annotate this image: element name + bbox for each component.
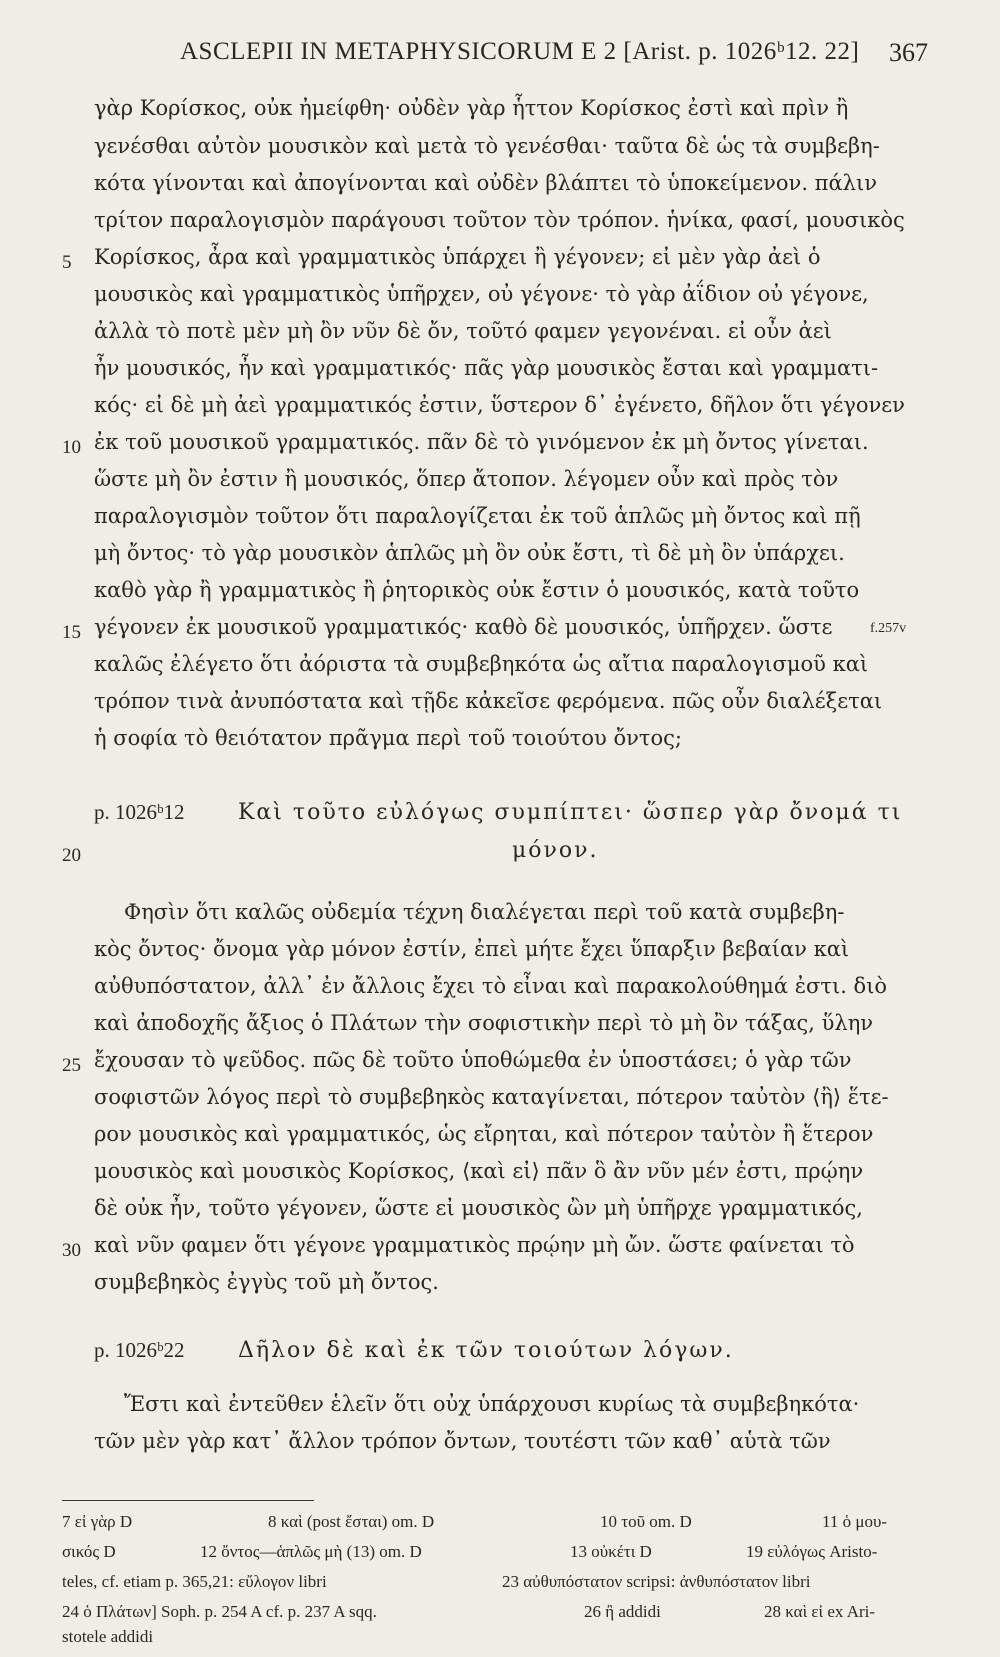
text-line: καὶ ἀποδοχῆς ἄξιος ὁ Πλάτων τὴν σοφιστικὴν περὶ τὸ μὴ ὂν τάξας, ὕλην (94, 1011, 874, 1035)
text-line: Ἔστι καὶ ἐντεῦθεν ἑλεῖν ὅτι οὐχ ὑπάρχουσι κυρίως τὰ συμβεβηκότα· (124, 1392, 860, 1416)
footnote-entry: 24 ὁ Πλάτων] Soph. p. 254 A cf. p. 237 A sqq. (62, 1602, 377, 1621)
text-line: ὥστε μὴ ὂν ἐστιν ἢ μουσικός, ὅπερ ἄτοπον. λέγομεν οὖν καὶ πρὸς τὸν (94, 467, 839, 491)
text-line: ἦν μουσικός, ἦν καὶ γραμματικός· πᾶς γὰρ μουσικὸς ἔσται καὶ γραμματι- (94, 356, 879, 380)
footnote-entry: 19 εὐλόγως Aristo- (746, 1542, 878, 1561)
text-line: 30 καὶ νῦν φαμεν ὅτι γέγονε γραμματικὸς πρῴην μὴ ὤν. ὥστε φαίνεται τὸ (62, 1233, 855, 1261)
line-number: 15 (62, 622, 81, 643)
footnote-line (0, 1512, 1000, 1542)
text-line: μουσικὸς καὶ γραμματικὸς ὑπῆρχεν, οὐ γέγονε· τὸ γὰρ ἀΐδιον οὐ γέγονε, (94, 282, 869, 306)
footnote-entry: stotele addidi (62, 1627, 154, 1646)
text-line: γὰρ Κορίσκος, οὐκ ἠμείφθη· οὐδὲν γὰρ ἧττον Κορίσκος ἐστὶ καὶ πρὶν ἢ (94, 96, 849, 120)
footnote-line (0, 1572, 1000, 1602)
text-line: αὐθυπόστατον, ἀλλ᾽ ἐν ἄλλοις ἔχει τὸ εἶναι καὶ παρακολούθημά ἐστι. διὸ (94, 974, 888, 998)
lemma-text: Δῆλον δὲ καὶ ἐκ τῶν τοιούτων λόγων. (238, 1338, 734, 1363)
line-number: 20 (62, 845, 81, 866)
running-title: ASCLEPII IN METAPHYSICORUM E 2 [Arist. p. 1026ᵇ12. 22] (180, 38, 860, 65)
footnote-line (0, 1542, 1000, 1572)
text-line: μουσικὸς καὶ μουσικὸς Κορίσκος, ⟨καὶ εἰ⟩ πᾶν ὃ ἂν νῦν μέν ἐστι, πρῴην (94, 1159, 864, 1183)
lemma-text-cont: μόνον. (512, 838, 599, 863)
text-line: τρόπον τινὰ ἀνυπόστατα καὶ τῇδε κἀκεῖσε φερόμενα. πῶς οὖν διαλέξεται (94, 689, 883, 713)
footnote-entry: 23 αὐθυπόστατον scripsi: ἀνθυπόστατον libri (502, 1572, 811, 1591)
footnote-entry: 11 ὁ μου- (822, 1512, 888, 1531)
footnote-entry: 26 ἢ addidi (584, 1602, 661, 1621)
text-line: μὴ ὄντος· τὸ γὰρ μουσικὸν ἁπλῶς μὴ ὂν οὐκ ἔστι, τὶ δὲ μὴ ὂν ὑπάρχει. (94, 541, 845, 565)
text-line: κὸς ὄντος· ὄνομα γὰρ μόνον ἐστίν, ἐπεὶ μήτε ἔχει ὕπαρξιν βεβαίαν καὶ (94, 937, 850, 961)
text-line: ρον μουσικὸς καὶ γραμματικός, ὡς εἴρηται, καὶ πότερον ταὐτὸν ἢ ἕτερον (94, 1122, 874, 1146)
text-line: γενέσθαι αὐτὸν μουσικὸν καὶ μετὰ τὸ γενέσθαι· ταῦτα δὲ ὡς τὰ συμβεβη- (94, 134, 880, 158)
footnote-entry: 7 εἰ γὰρ D (62, 1512, 133, 1531)
text-line: καλῶς ἐλέγετο ὅτι ἀόριστα τὰ συμβεβηκότα ὡς αἴτια παραλογισμοῦ καὶ (94, 652, 869, 676)
footnote-entry: 12 ὄντος—ἁπλῶς μὴ (13) om. D (200, 1542, 422, 1561)
text-line: συμβεβηκὸς ἐγγὺς τοῦ μὴ ὄντος. (94, 1270, 439, 1294)
lemma-heading-cont (0, 838, 1000, 878)
lemma-reference: p. 1026ᵇ12 (94, 800, 185, 824)
footnote-entry: 13 οὐκέτι D (570, 1542, 652, 1561)
line-number: 30 (62, 1240, 81, 1261)
lemma-heading (0, 800, 1000, 840)
text-line: Φησὶν ὅτι καλῶς οὐδεμία τέχνη διαλέγεται περὶ τοῦ κατὰ συμβεβη- (124, 900, 845, 924)
footnote-entry: σικός D (62, 1542, 116, 1561)
text-line: ἀλλὰ τὸ ποτὲ μὲν μὴ ὂν νῦν δὲ ὄν, τοῦτό φαμεν γεγονέναι. εἰ οὖν ἀεὶ (94, 319, 832, 343)
footnote-entry: teles, cf. etiam p. 365,21: εὔλογον libri (62, 1572, 327, 1591)
text-line: δὲ οὐκ ἦν, τοῦτο γέγονεν, ὥστε εἰ μουσικὸς ὢν μὴ ὑπῆρχε γραμματικός, (94, 1196, 863, 1220)
line-number: 10 (62, 437, 81, 458)
text-line: 10 ἐκ τοῦ μουσικοῦ γραμματικός. πᾶν δὲ τὸ γινόμενον ἐκ μὴ ὄντος γίνεται. (62, 430, 869, 458)
text-line: κότα γίνονται καὶ ἀπογίνονται καὶ οὐδὲν βλάπτει τὸ ὑποκείμενον. πάλιν (94, 171, 877, 195)
margin-folio-note: f.257v (870, 621, 907, 636)
text-line: 5 Κορίσκος, ἆρα καὶ γραμματικὸς ὑπάρχει ἢ γέγονεν; εἰ μὲν γὰρ ἀεὶ ὁ (62, 245, 821, 273)
footnote-rule (62, 1500, 314, 1501)
lemma-text: Καὶ τοῦτο εὐλόγως συμπίπτει· ὥσπερ γὰρ ὄνομά τι (238, 800, 903, 825)
lemma-heading (0, 1338, 1000, 1378)
text-line: ἡ σοφία τὸ θειότατον πρᾶγμα περὶ τοῦ τοιούτου ὄντος; (94, 726, 682, 750)
line-number: 25 (62, 1055, 81, 1076)
page-number: 367 (889, 38, 928, 67)
footnote-entry: 28 καὶ εἰ ex Ari- (764, 1602, 876, 1621)
text-line: κός· εἰ δὲ μὴ ἀεὶ γραμματικός ἐστιν, ὕστερον δ᾽ ἐγένετο, δῆλον ὅτι γέγονεν (94, 393, 905, 417)
lemma-reference: p. 1026ᵇ22 (94, 1338, 185, 1362)
text-line: 15 γέγονεν ἐκ μουσικοῦ γραμματικός· καθὸ δὲ μουσικός, ὑπῆρχεν. ὥστε f.257v (62, 615, 907, 643)
text-line: σοφιστῶν λόγος περὶ τὸ συμβεβηκὸς καταγίνεται, πότερον ταὐτὸν ⟨ἢ⟩ ἕτε- (94, 1085, 889, 1109)
text-line: τῶν μὲν γὰρ κατ᾽ ἄλλον τρόπον ὄντων, τουτέστι τῶν καθ᾽ αὑτὰ τῶν (94, 1429, 831, 1453)
text-line: τρίτον παραλογισμὸν παράγουσι τοῦτον τὸν τρόπον. ἡνίκα, φασί, μουσικὸς (94, 208, 905, 232)
footnote-entry: 10 τοῦ om. D (600, 1512, 692, 1531)
footnote-entry: 8 καὶ (post ἔσται) om. D (268, 1512, 435, 1531)
line-number: 5 (62, 252, 72, 273)
running-header (0, 38, 1000, 78)
text-line: καθὸ γὰρ ἢ γραμματικὸς ἢ ῥητορικὸς οὐκ ἔστιν ὁ μουσικός, κατὰ τοῦτο (94, 578, 860, 602)
text-line: παραλογισμὸν τοῦτον ὅτι παραλογίζεται ἐκ τοῦ ἁπλῶς μὴ ὄντος καὶ πῇ (94, 504, 861, 528)
text-line: 25 ἔχουσαν τὸ ψεῦδος. πῶς δὲ τοῦτο ὑποθώμεθα ἐν ὑποστάσει; ὁ γὰρ τῶν (62, 1048, 852, 1076)
